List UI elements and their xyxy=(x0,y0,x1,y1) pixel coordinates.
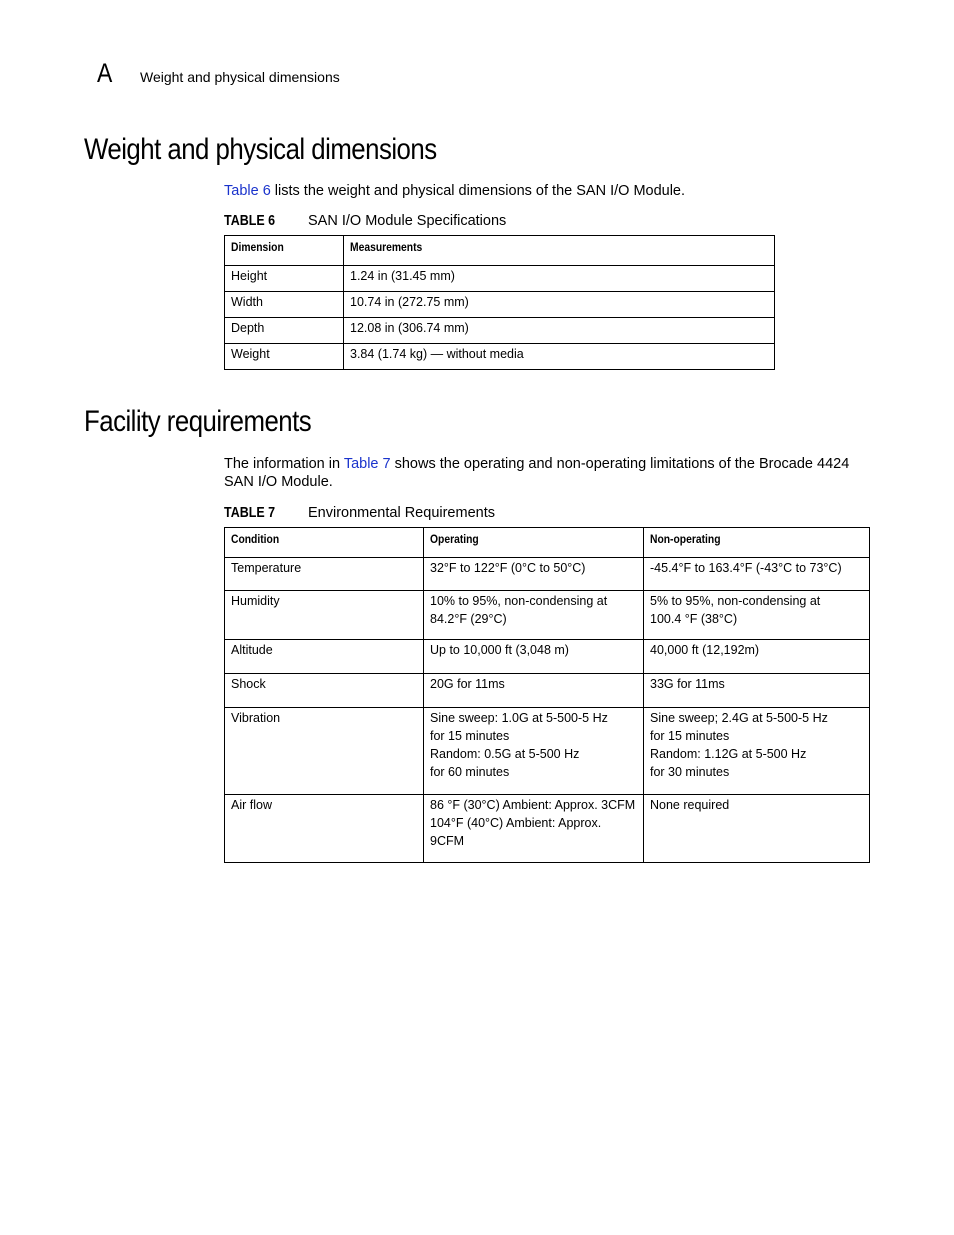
table-row xyxy=(225,708,870,795)
table-cell: Width xyxy=(225,292,344,318)
table-row xyxy=(225,292,775,318)
non-operating-cell xyxy=(644,640,870,674)
cell-line: Sine sweep; 2.4G at 5-500-5 Hz xyxy=(650,711,828,725)
table-row xyxy=(225,795,870,863)
table-cell: Depth xyxy=(225,318,344,344)
cell-line: 5% to 95%, non-condensing at xyxy=(650,594,821,608)
section2-intro-start: The information in xyxy=(224,456,344,472)
table-cell: 10.74 in (272.75 mm) xyxy=(344,292,775,318)
table-cell: 12.08 in (306.74 mm) xyxy=(344,318,775,344)
non-operating-cell xyxy=(644,795,870,863)
table6-title: SAN I/O Module Specifications xyxy=(308,213,507,229)
table7-label: TABLE 7 xyxy=(224,505,276,521)
non-operating-cell xyxy=(644,591,870,640)
section2-intro-middle: shows the operating and non-operating limitations of the Brocade 4424 xyxy=(390,456,850,472)
table-row xyxy=(225,640,870,674)
table-header-cell: Condition xyxy=(225,528,424,558)
table-header-cell: Non-operating xyxy=(644,528,870,558)
condition-cell: Altitude xyxy=(225,640,424,674)
table-header-cell: Measurements xyxy=(344,236,775,266)
cell-line: Sine sweep: 1.0G at 5-500-5 Hz xyxy=(430,711,608,725)
table-header-row xyxy=(225,236,775,266)
table6-caption xyxy=(224,213,506,229)
table6-link[interactable]: Table 6 xyxy=(224,183,271,199)
table-header-cell: Dimension xyxy=(225,236,344,266)
table-cell: 1.24 in (31.45 mm) xyxy=(344,266,775,292)
section-heading-facility: Facility requirements xyxy=(84,405,312,438)
cell-line: 10% to 95%, non-condensing at xyxy=(430,594,608,608)
table-row xyxy=(225,266,775,292)
cell-line: Random: 1.12G at 5-500 Hz xyxy=(650,747,807,761)
section-heading-weight: Weight and physical dimensions xyxy=(84,133,437,166)
cell-line: Up to 10,000 ft (3,048 m) xyxy=(430,643,569,657)
operating-cell xyxy=(424,640,644,674)
condition-cell: Humidity xyxy=(225,591,424,640)
cell-line: 33G for 11ms xyxy=(650,677,725,691)
cell-line: 86 °F (30°C) Ambient: Approx. 3CFM xyxy=(430,798,636,812)
cell-line: for 30 minutes xyxy=(650,765,730,779)
table-row xyxy=(225,318,775,344)
condition-cell: Temperature xyxy=(225,558,424,591)
condition-cell: Shock xyxy=(225,674,424,708)
operating-cell xyxy=(424,591,644,640)
operating-cell xyxy=(424,795,644,863)
table-cell: 3.84 (1.74 kg) — without media xyxy=(344,344,775,370)
cell-line: 84.2°F (29°C) xyxy=(430,612,507,626)
cell-line: for 60 minutes xyxy=(430,765,510,779)
table6 xyxy=(224,235,775,370)
section2-intro xyxy=(224,455,849,491)
cell-line: 40,000 ft (12,192m) xyxy=(650,643,760,657)
table6-label: TABLE 6 xyxy=(224,213,276,229)
cell-line: 20G for 11ms xyxy=(430,677,505,691)
running-header-title: Weight and physical dimensions xyxy=(140,69,340,85)
section1-intro-text: lists the weight and physical dimensions of the SAN I/O Module. xyxy=(270,183,686,199)
cell-line: 100.4 °F (38°C) xyxy=(650,612,738,626)
table7-caption xyxy=(224,505,495,521)
table7-title: Environmental Requirements xyxy=(308,505,495,521)
non-operating-cell xyxy=(644,674,870,708)
table7-link[interactable]: Table 7 xyxy=(343,456,391,472)
table-row xyxy=(225,344,775,370)
table-row xyxy=(225,591,870,640)
operating-cell xyxy=(424,708,644,795)
cell-line: for 15 minutes xyxy=(430,729,510,743)
table-row xyxy=(225,558,870,591)
cell-line: 9CFM xyxy=(430,834,465,848)
operating-cell xyxy=(424,558,644,591)
table-header-cell: Operating xyxy=(424,528,644,558)
running-header xyxy=(97,58,340,89)
cell-line: -45.4°F to 163.4°F (-43°C to 73°C) xyxy=(650,561,842,575)
table-header-row xyxy=(225,528,870,558)
section2-intro-end: SAN I/O Module. xyxy=(224,474,333,490)
cell-line: 104°F (40°C) Ambient: Approx. xyxy=(430,816,602,830)
table-cell: Height xyxy=(225,266,344,292)
condition-cell: Vibration xyxy=(225,708,424,795)
appendix-letter: A xyxy=(97,58,113,88)
cell-line: for 15 minutes xyxy=(650,729,730,743)
cell-line: None required xyxy=(650,798,730,812)
table7 xyxy=(224,527,870,863)
table-cell: Weight xyxy=(225,344,344,370)
non-operating-cell xyxy=(644,708,870,795)
section1-intro xyxy=(224,182,685,200)
operating-cell xyxy=(424,674,644,708)
condition-cell: Air flow xyxy=(225,795,424,863)
cell-line: 32°F to 122°F (0°C to 50°C) xyxy=(430,561,586,575)
cell-line: Random: 0.5G at 5-500 Hz xyxy=(430,747,580,761)
non-operating-cell xyxy=(644,558,870,591)
table-row xyxy=(225,674,870,708)
